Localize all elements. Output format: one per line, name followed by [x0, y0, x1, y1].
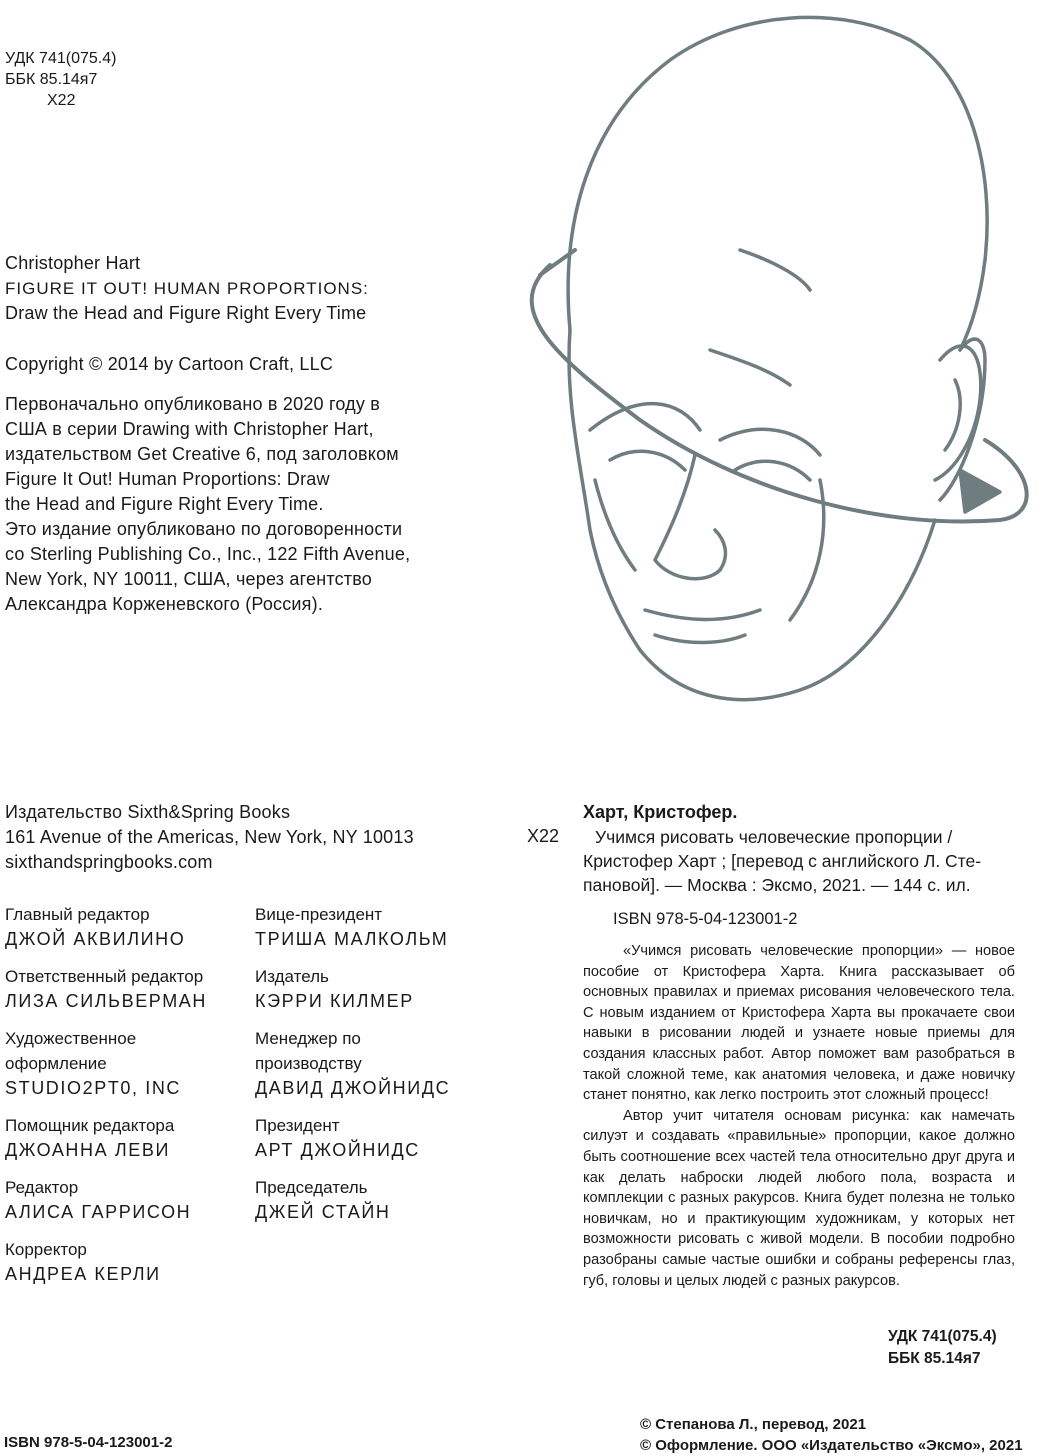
credit-name: ДЖОЙ АКВИЛИНО — [5, 929, 186, 949]
credit-entry — [5, 964, 245, 1026]
note-line: Первоначально опубликовано в 2020 году в — [5, 394, 380, 414]
entry-line: Учимся рисовать человеческие пропорции / — [595, 827, 953, 847]
catalog-entry — [583, 825, 1015, 897]
publisher-website[interactable]: sixthandspringbooks.com — [5, 852, 213, 872]
note-line: издательством Get Creative 6, под заголовком — [5, 444, 399, 464]
footer-copyrights — [640, 1414, 1023, 1456]
catalog-author-mark: Х22 — [527, 826, 560, 846]
skull-outline — [568, 17, 987, 350]
note-line: Александра Корженевского (Россия). — [5, 594, 324, 614]
credit-name: КЭРРИ КИЛМЕР — [255, 991, 414, 1011]
classification-codes — [5, 48, 116, 111]
credit-entry — [5, 1175, 245, 1237]
publisher-info — [5, 800, 414, 875]
catalog-bbk: ББК 85.14я7 — [888, 1350, 981, 1367]
entry-line: Кристофер Харт ; [перевод с английского Л. Сте- — [583, 851, 982, 871]
annotation-paragraph: Автор учит читателя основам рисунка: как намечать силуэт и создавать «правильные» пропорции, какое должно быть соотношение всех частей тела относительно друг друга и как делать наброски людей любого пола, возраста и комплекции с разных ракурсов. Книга будет полезна не только новичкам, но и практикующим художникам, у которых нет возможности рисовать с живой модели. В пособии подробно разобраны самые частые ошибки и собраны референсы глаз, губ, головы и целых людей с разных ракурсов. — [583, 1107, 1015, 1289]
credit-name: ЛИЗА СИЛЬВЕРМАН — [5, 991, 208, 1011]
catalog-heading: Харт, Кристофер. — [583, 802, 738, 822]
eye-left — [610, 451, 685, 470]
note-line: со Sterling Publishing Co., Inc., 122 Fifth Avenue, — [5, 544, 411, 564]
catalog-annotation — [583, 941, 1015, 1291]
credit-role: производству — [255, 1054, 362, 1073]
note-line: Figure It Out! Human Proportions: Draw — [5, 469, 330, 489]
credit-name: АЛИСА ГАРРИСОН — [5, 1202, 192, 1222]
udk-code: УДК 741(075.4) — [5, 50, 117, 67]
note-line: New York, NY 10011, США, через агентство — [5, 569, 373, 589]
note-line: США в серии Drawing with Christopher Hart, — [5, 419, 374, 439]
publisher-name: Издательство Sixth&Spring Books — [5, 802, 291, 822]
credit-role: Председатель — [255, 1178, 368, 1197]
arrow-head — [960, 470, 1000, 512]
credit-role: Издатель — [255, 967, 329, 986]
credit-role: Менеджер по — [255, 1029, 361, 1048]
credit-role: Президент — [255, 1116, 340, 1135]
note-line: Это издание опубликовано по договоренности — [5, 519, 403, 539]
credit-entry — [5, 1113, 245, 1175]
original-edition-info — [5, 251, 475, 617]
credit-entry — [255, 902, 515, 964]
footer-isbn: ISBN 978-5-04-123001-2 — [4, 1434, 173, 1451]
original-title: FIGURE IT OUT! HUMAN PROPORTIONS: — [5, 279, 369, 298]
credit-entry — [255, 1175, 515, 1237]
credit-role: Корректор — [5, 1240, 87, 1259]
publication-note — [5, 392, 475, 617]
credit-entry — [255, 1113, 515, 1175]
annotation-paragraph: «Учимся рисовать человеческие пропорции» — новое пособие от Кристофера Харта. Книга рассказывает об основных правилах и приемах рисования человеческого тела. С новым изданием от Кристофера Харта вы прокачаете свои навыки в рисовании людей и узнаете новые приемы для создания классных работ. Автор поможет вам разобраться в такой сложной теме, как анатомия человека, и даже новичку станет понятно, как легко построить этот сложный процесс! — [583, 943, 1015, 1104]
credit-entry — [255, 1026, 515, 1113]
credit-entry — [5, 902, 245, 964]
entry-line: пановой]. — Москва : Эксмо, 2021. — 144 с. ил. — [583, 875, 971, 895]
credit-name: ДЖЕЙ СТАЙН — [255, 1202, 391, 1222]
credit-name: АРТ ДЖОЙНИДС — [255, 1140, 420, 1160]
catalog-codes — [888, 1326, 997, 1370]
credit-role: Художественное — [5, 1029, 137, 1048]
publisher-address: 161 Avenue of the Americas, New York, NY 10013 — [5, 827, 414, 847]
ear — [935, 346, 981, 480]
credit-entry — [5, 1026, 245, 1113]
credit-name: ТРИША МАЛКОЛЬМ — [255, 929, 449, 949]
credit-role: Вице-президент — [255, 905, 383, 924]
nose — [655, 455, 720, 579]
credit-name: ДЖОАННА ЛЕВИ — [5, 1140, 170, 1160]
credit-entry — [255, 964, 515, 1026]
credit-entry — [5, 1237, 245, 1299]
credits-right — [255, 902, 515, 1237]
note-line: the Head and Figure Right Every Time. — [5, 494, 324, 514]
catalog-udk: УДК 741(075.4) — [888, 1328, 997, 1345]
original-author: Christopher Hart — [5, 253, 141, 273]
credit-name: STUDIO2PT0, INC — [5, 1078, 182, 1098]
bbk-code: ББК 85.14я7 — [5, 71, 98, 88]
face-contour — [569, 330, 640, 650]
copyright-translation: © Степанова Л., перевод, 2021 — [640, 1416, 867, 1433]
credit-role: Главный редактор — [5, 905, 150, 924]
mouth — [645, 610, 760, 619]
catalog-isbn: ISBN 978-5-04-123001-2 — [613, 910, 798, 928]
original-copyright: Copyright © 2014 by Cartoon Craft, LLC — [5, 354, 334, 374]
original-subtitle: Draw the Head and Figure Right Every Time — [5, 303, 367, 323]
credit-name: ДАВИД ДЖОЙНИДС — [255, 1078, 451, 1098]
copyright-design: © Оформление. ООО «Издательство «Эксмо», 2021 — [640, 1437, 1023, 1454]
credit-name: АНДРЕА КЕРЛИ — [5, 1264, 161, 1284]
credit-role: Ответственный редактор — [5, 967, 204, 986]
head-sketch-illustration — [440, 0, 1040, 720]
credit-role: Помощник редактора — [5, 1116, 175, 1135]
credits-left — [5, 902, 245, 1299]
credit-role: Редактор — [5, 1178, 79, 1197]
credit-role: оформление — [5, 1054, 107, 1073]
catalog-record — [583, 800, 1015, 1291]
author-mark: Х22 — [47, 92, 76, 109]
